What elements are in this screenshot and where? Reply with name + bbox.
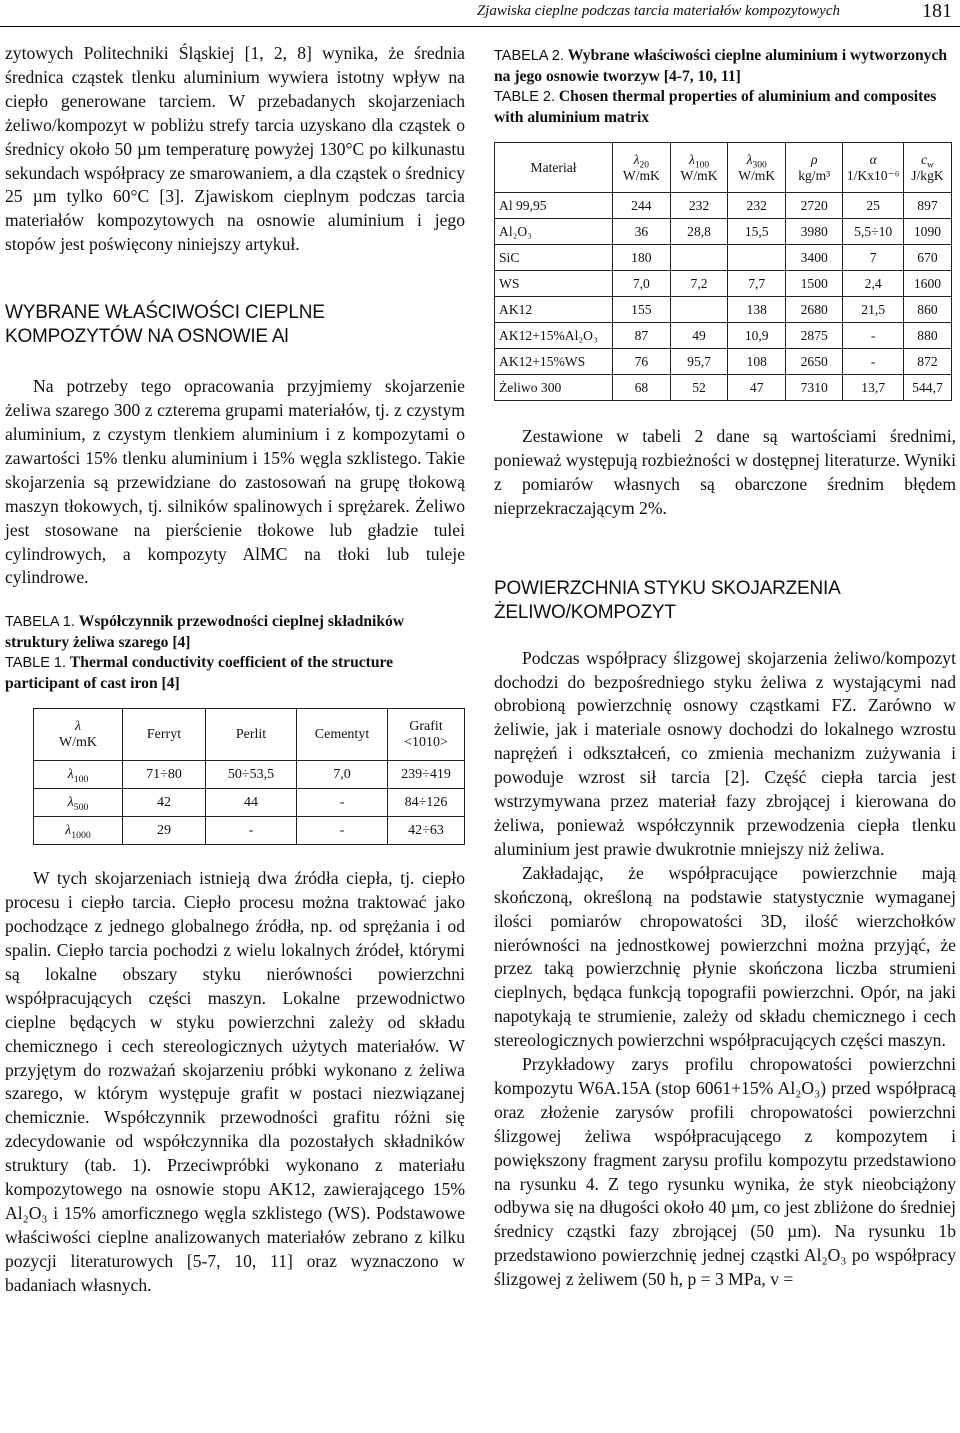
table2-cell: 7310: [786, 375, 843, 401]
table2-cell: -: [843, 323, 904, 349]
table2: [494, 142, 952, 401]
table1-title-pl: Współczynnik przewodności cieplnej składników struktury żeliwa szarego [4]: [5, 613, 405, 651]
table2-head-cell: $\lambda_{100}$ W/mK: [670, 143, 728, 193]
table2-cell: 28,8: [670, 219, 728, 245]
table2-cell: 860: [903, 297, 951, 323]
table-row: $\lambda_{100}$ 71÷80 50÷53,5 7,0 239÷419: [34, 761, 465, 789]
table-row: [495, 245, 952, 271]
table2-cell: 1090: [903, 219, 951, 245]
table-row: $\lambda_{1000}$ 29 - - 42÷63: [34, 817, 465, 845]
table1-header-row: [34, 709, 465, 761]
table2-cell: 155: [613, 297, 671, 323]
paragraph-intro: zytowych Politechniki Śląskiej [1, 2, 8] wynika, że średnia średnica cząstek tlenku aluminium wywiera istotny wpływ na ciepło generowane tarciem. W przebadanych skojarzeniach żeliwo/kompozyt w pobliżu strefy tarcia uzyskano dla cząstek o średnicy około 50 µm temperaturę powyżej 130°C po kilkunastu sekundach współpracy ze smarowaniem, a dla cząstek o średnicy 25 µm tylko 60°C [3]. Zjawiskom cieplnym podczas tarcia materiałów kompozytowych na osnowie aluminium i jego stopów jest poświęcony niniejszy artykuł.: [5, 43, 465, 255]
paragraph-profile: Przykładowy zarys profilu chropowatości powierzchni kompozytu W6A.15A (stop 6061+15% Al₂O₃) przed współpracą oraz złożenie zarysów profili chropowatości powierzchni ślizgowej żeliwa współpracującego z kompozytem i powiększony fragment zarysu profilu kompozytu przedstawiono na rysunku 4. Z tego rysunku wynika, że styk nieobciążony odbywa się na długości około 40 µm, co jest zbliżone do średniej średnicy cząstki fazy zbrojącej (50 µm). Na rysunku 1b przedstawiono powierzchnię jednej cząstki Al₂O₃ po współpracy ślizgowej z żeliwem (50 h, p = 3 MPa, v =: [494, 1054, 956, 1290]
table2-cell: -: [843, 349, 904, 375]
table2-cell: 15,5: [728, 219, 786, 245]
table2-cell: WS: [495, 271, 613, 297]
table1-title-en: Thermal conductivity coefficient of the structure participant of cast iron [4]: [5, 654, 394, 692]
table2-cell: [670, 297, 728, 323]
page-number: 181: [922, 0, 952, 22]
table2-cell: [728, 245, 786, 271]
table2-cell: 180: [613, 245, 671, 271]
table-row: [495, 297, 952, 323]
table2-cell: 10,9: [728, 323, 786, 349]
table2-cell: 232: [728, 193, 786, 219]
table2-cell: 7,2: [670, 271, 728, 297]
table2-cell: 21,5: [843, 297, 904, 323]
table2-cell: 95,7: [670, 349, 728, 375]
table2-cell: 1500: [786, 271, 843, 297]
table2-cell: 13,7: [843, 375, 904, 401]
table2-head-cell: Materiał: [495, 143, 613, 193]
table2-cell: 3400: [786, 245, 843, 271]
table-row: [495, 193, 952, 219]
table2-cell: 544,7: [903, 375, 951, 401]
table2-cell: 138: [728, 297, 786, 323]
table2-cell: 87: [613, 323, 671, 349]
table2-caption: [494, 46, 956, 128]
table2-cell: 52: [670, 375, 728, 401]
table2-cell: 670: [903, 245, 951, 271]
table2-cell: AK12+15%Al₂O₃: [495, 323, 613, 349]
table1-head-cementyt: Cementyt: [297, 709, 388, 761]
table2-cell: 68: [613, 375, 671, 401]
paragraph-roughness: Zakładając, że współpracujące powierzchnie mają skończoną, określoną na podstawie statystycznie wymaganej ilości pomiarów chropowatości 3D, ilość wierzchołków nierówności na jednostkowej powierzchni można przyjąć, że przez taką powierzchnię płynie skończona liczba strumieni cieplnych, będąca funkcją topografii powierzchni. Opór, na jaki napotykają te strumienie, zależy od składu chemicznego i cech stereologicznych powierzchni współpracujących części maszyn.: [494, 862, 956, 1051]
table2-cell: 2680: [786, 297, 843, 323]
table2-label-en: TABLE 2.: [494, 89, 555, 105]
table1-caption: [5, 612, 465, 694]
table2-cell: 897: [903, 193, 951, 219]
table2-cell: 49: [670, 323, 728, 349]
table2-cell: AK12+15%WS: [495, 349, 613, 375]
section-heading-thermal-properties: WYBRANE WŁAŚCIWOŚCI CIEPLNE KOMPOZYTÓW NA OSNOWIE Al: [5, 302, 325, 348]
table2-head-cell: $\lambda_{300}$ W/mK: [728, 143, 786, 193]
table2-cell: 880: [903, 323, 951, 349]
running-header: [0, 0, 960, 27]
table2-header-row: [495, 143, 952, 193]
table2-cell: 76: [613, 349, 671, 375]
paragraph-heat-sources: W tych skojarzeniach istnieją dwa źródła ciepła, tj. ciepło procesu i ciepło tarcia. Ciepło procesu można traktować jako pochodzące z jednego globalnego źródła, np. od sprężania i od spalin. Ciepło tarcia pochodzi z wielu lokalnych źródeł, którymi są lokalne obszary styku nierówności powierzchni współpracujących części maszyn. Lokalne przewodnictwo cieplne będących w styku powierzchni zależy od składu chemicznego i cech stereologicznych użytych materiałów. W przyjętym do rozważań skojarzeniu próbki wykonano z żeliwa szarego, w którym występuje grafit w postaci niezwiązanej chemicznie. Współczynnik przewodności grafitu różni się zdecydowanie od współczynnika dla pozostałych składników struktury (tab. 1). Przeciwpróbki wykonano z materiału kompozytowego na osnowie stopu AK12, zawierającego 15% Al₂O₃ i 15% amorficznego węgla szklistego (WS). Podstawowe właściwości cieplne analizowanych materiałów zebrano z kilku pozycji literaturowych [5-7, 10, 11] oraz wyznaczono w badaniach własnych.: [5, 868, 465, 1295]
table1-label-en: TABLE 1.: [5, 655, 66, 672]
table2-label-pl: TABELA 2.: [494, 48, 564, 64]
table2-cell: AK12: [495, 297, 613, 323]
table1-head-perlit: Perlit: [206, 709, 297, 761]
table2-cell: 47: [728, 375, 786, 401]
table2-cell: 2875: [786, 323, 843, 349]
table1-label-pl: TABELA 1.: [5, 614, 75, 631]
left-column: [5, 42, 465, 1298]
table-row: [495, 375, 952, 401]
table-row: $\lambda_{500}$ 42 44 - 84÷126: [34, 789, 465, 817]
table2-cell: 244: [613, 193, 671, 219]
table1-head-grafit: Grafit <1010>: [388, 709, 465, 761]
table2-cell: Al 99,95: [495, 193, 613, 219]
table1: [33, 708, 465, 845]
table2-cell: Żeliwo 300: [495, 375, 613, 401]
table2-title-en: Chosen thermal properties of aluminium and composites with aluminium matrix: [494, 88, 937, 126]
paragraph-table2-summary: Zestawione w tabeli 2 dane są wartościami średnimi, ponieważ występują rozbieżności w dostępnej literaturze. Wyniki z pomiarów własnych są obarczone średnim błędem nieprzekraczającym 2%.: [494, 426, 956, 518]
table2-cell: [670, 245, 728, 271]
section-heading-contact-surface: POWIERZCHNIA STYKU SKOJARZENIA ŻELIWO/KOMPOZYT: [494, 577, 840, 623]
right-column: [494, 46, 956, 1292]
table2-title-pl: Wybrane właściwości cieplne aluminium i wytworzonych na jego osnowie tworzyw [4-7, 10, 11]: [494, 47, 948, 85]
table2-head-cell: $c_w$ J/kgK: [903, 143, 951, 193]
table2-cell: 872: [903, 349, 951, 375]
table-row: [495, 271, 952, 297]
table2-cell: 108: [728, 349, 786, 375]
table2-head-cell: ρ kg/m³: [786, 143, 843, 193]
paragraph-combinations: Na potrzeby tego opracowania przyjmiemy skojarzenie żeliwa szarego 300 z czterema grupami materiałów, tj. z czystym aluminium, z czystym tlenkiem aluminium i z kompozytami o zawartości 15% tlenku aluminium i 15% węgla szklistego. Takie skojarzenia są przewidziane do zastosowań na grupę tłokową maszyn tłokowych, tj. silników spalinowych i sprężarek. Żeliwo jest stosowane na pierścienie tłokowe lub gładzie tulei cylindrowych, a kompozyty AlMC na tłoki lub tuleje cylindrowe.: [5, 376, 465, 588]
table2-cell: 5,5÷10: [843, 219, 904, 245]
table2-head-cell: α 1/Kx10⁻⁶: [843, 143, 904, 193]
table2-cell: 7,0: [613, 271, 671, 297]
table2-cell: 2650: [786, 349, 843, 375]
table-row: [495, 349, 952, 375]
table2-cell: 25: [843, 193, 904, 219]
table2-cell: 36: [613, 219, 671, 245]
table2-cell: SiC: [495, 245, 613, 271]
table2-cell: Al₂O₃: [495, 219, 613, 245]
table2-cell: 7,7: [728, 271, 786, 297]
table2-cell: 2,4: [843, 271, 904, 297]
table1-head-lambda: λ W/mK: [34, 709, 123, 761]
table2-cell: 7: [843, 245, 904, 271]
table1-head-ferryt: Ferryt: [123, 709, 206, 761]
table2-cell: 232: [670, 193, 728, 219]
table2-cell: 3980: [786, 219, 843, 245]
paragraph-sliding-contact: Podczas współpracy ślizgowej skojarzenia żeliwo/kompozyt dochodzi do bezpośredniego styku żeliwa z wystającymi nad obrobioną powierzchnię osnowy cząstkami FZ. Zarówno w żeliwie, jak i materiale osnowy dochodzi do lokalnego wzrostu naprężeń i odkształceń, co zmienia mechanizm zużywania i powoduje wzrost sił tarcia [2]. Część ciepła tarcia jest wstrzymywana przez materiał fazy zbrojącej i kierowana do żeliwa, ponieważ współczynnik przewodzenia ciepła tlenku aluminium jest prawie dwukrotnie mniejszy niż żeliwa.: [494, 647, 956, 859]
table2-head-cell: $\lambda_{20}$ W/mK: [613, 143, 671, 193]
table-row: [495, 219, 952, 245]
table-row: [495, 323, 952, 349]
running-title: Zjawiska cieplne podczas tarcia materiałów kompozytowych: [476, 3, 840, 19]
table2-cell: 1600: [903, 271, 951, 297]
table2-cell: 2720: [786, 193, 843, 219]
